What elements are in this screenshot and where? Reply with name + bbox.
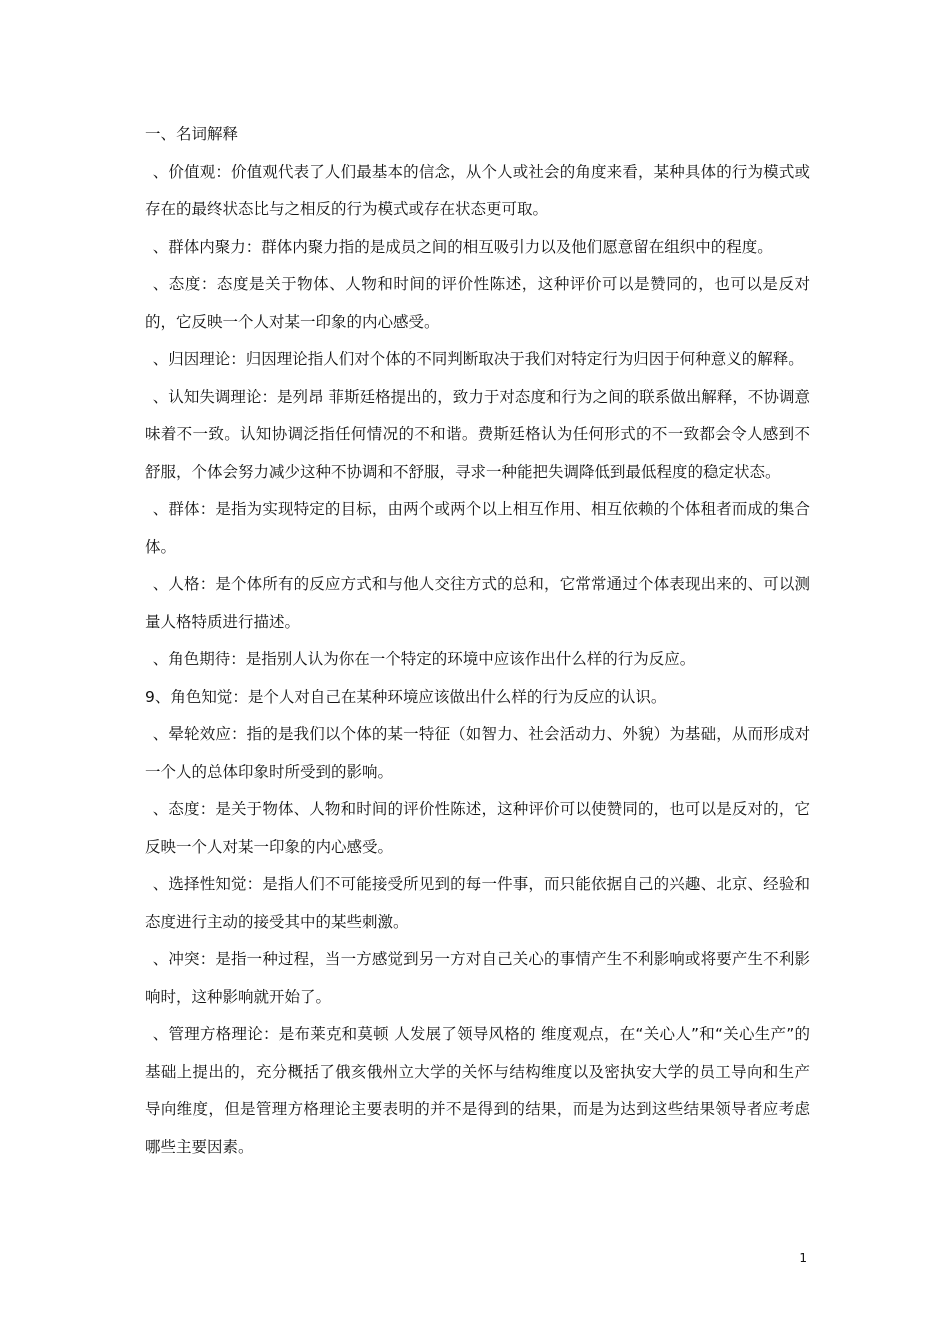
definition-role-expectation: 、角色期待：是指别人认为你在一个特定的环境中应该作出什么样的行为反应。 <box>152 650 696 668</box>
definition-value-system: 、价值观：价值观代表了人们最基本的信念，从个人或社会的角度来看，某种具体的行为模式或存在的最终状态比与之相反的行为模式或存在状态更可取。 <box>145 162 810 218</box>
definition-conflict: 、冲突：是指一种过程，当一方感觉到另一方对自己关心的事情产生不利影响或将要产生不利影响时，这种影响就开始了。 <box>145 950 810 1006</box>
definition-personality: 、人格：是个体所有的反应方式和与他人交往方式的总和，它常常通过个体表现出来的、可以测量人格特质进行描述。 <box>145 575 810 631</box>
document-body <box>145 116 810 1166</box>
definition-cognitive-dissonance: 、认知失调理论：是列昂 菲斯廷格提出的，致力于对态度和行为之间的联系做出解释，不协调意味着不一致。认知协调泛指任何情况的不和谐。费斯廷格认为任何形式的不一致都会令人感到不舒服，个体会努力减少这种不协调和不舒服，寻求一种能把失调降低到最低程度的稳定状态。 <box>145 387 810 481</box>
definition-halo-effect: 、晕轮效应：指的是我们以个体的某一特征（如智力、社会活动力、外貌）为基础，从而形成对一个人的总体印象时所受到的影响。 <box>145 725 810 781</box>
definition-group-cohesion: 、群体内聚力：群体内聚力指的是成员之间的相互吸引力以及他们愿意留在组织中的程度。 <box>152 237 773 256</box>
definition-attitude: 、态度：态度是关于物体、人物和时间的评价性陈述，这种评价可以是赞同的，也可以是反对的，它反映一个人对某一印象的内心感受。 <box>145 275 810 331</box>
definition-attribution-theory: 、归因理论：归因理论指人们对个体的不同判断取决于我们对特定行为归因于何种意义的解释。 <box>152 350 804 368</box>
definition-managerial-grid: 、管理方格理论：是布莱克和莫顿 人发展了领导风格的 维度观点，在“关心人”和“关心生产”的基础上提出的，充分概括了俄亥俄州立大学的关怀与结构维度以及密执安大学的员工导向和生产导向维度，但是管理方格理论主要表明的并不是得到的结果，而是为达到这些结果领导者应考虑哪些主要因素。 <box>145 1025 810 1156</box>
definition-selective-perception: 、选择性知觉：是指人们不可能接受所见到的每一件事，而只能依据自己的兴趣、北京、经验和态度进行主动的接受其中的某些刺激。 <box>145 875 810 931</box>
definition-group: 、群体：是指为实现特定的目标，由两个或两个以上相互作用、相互依赖的个体租者而成的集合体。 <box>145 500 810 556</box>
section-heading: 一、名词解释 <box>145 125 239 143</box>
definition-role-perception: 9、角色知觉：是个人对自己在某种环境应该做出什么样的行为反应的认识。 <box>145 687 667 706</box>
definition-attitude-repeat: 、态度：是关于物体、人物和时间的评价性陈述，这种评价可以使赞同的，也可以是反对的，它反映一个人对某一印象的内心感受。 <box>145 800 810 856</box>
page-number: 1 <box>799 1251 807 1265</box>
